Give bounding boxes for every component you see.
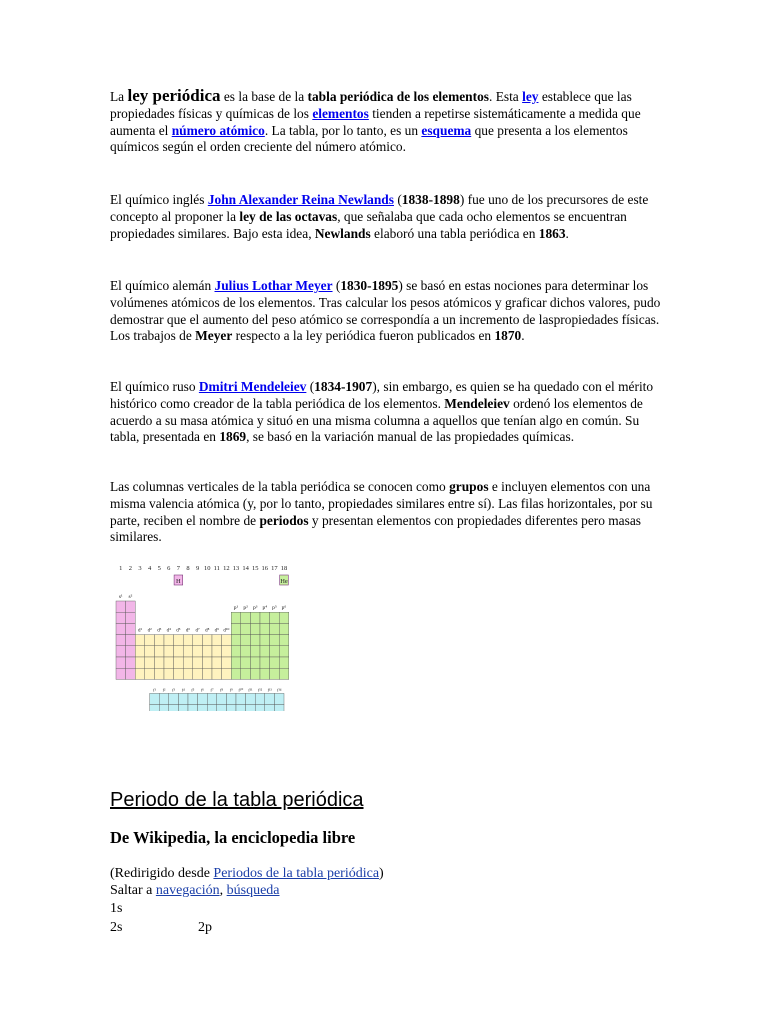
d-block-cell [183, 657, 193, 668]
group-number: 14 [242, 565, 249, 572]
f-label: f⁵ [191, 687, 195, 693]
year: 1863 [538, 225, 566, 241]
text: El químico alemán [110, 278, 215, 293]
link-elementos[interactable]: elementos [312, 105, 369, 121]
f-block-cell [178, 693, 188, 704]
d-label: d¹⁰ [223, 628, 230, 634]
p-block-cell [260, 635, 270, 646]
paragraph-grupos-periodos [110, 479, 662, 546]
group-number: 3 [138, 565, 142, 572]
p-block-cell [279, 635, 289, 646]
p-block-cell [260, 668, 270, 679]
p-block-cell [270, 635, 280, 646]
p-block-cell [250, 612, 260, 623]
p-block-cell [260, 646, 270, 657]
d-block-cell [154, 657, 164, 668]
p-block-cell [260, 612, 270, 623]
p-block-cell [250, 635, 260, 646]
f-label: f¹² [257, 687, 263, 693]
d-block-cell [145, 668, 155, 679]
d-block-cell [135, 668, 145, 679]
f-block-cell [217, 705, 227, 711]
f-block-cell [198, 705, 208, 711]
s-block-cell [126, 601, 136, 612]
d-block-cell [164, 646, 174, 657]
d-label: d² [147, 628, 152, 634]
periodic-table-image [112, 561, 292, 711]
text: respecto a la ley periódica fueron publicados en [232, 328, 495, 344]
d-block-cell [212, 635, 222, 646]
group-number: 17 [271, 565, 278, 572]
d-label: d⁷ [195, 628, 200, 634]
f-label: f⁴ [181, 687, 185, 693]
p-block-cell [241, 646, 251, 657]
s-block-cell [126, 657, 136, 668]
d-block-cell [202, 635, 212, 646]
d-block-cell [174, 668, 184, 679]
group-number: 7 [176, 565, 181, 572]
s-label: s¹ [118, 594, 123, 600]
d-block-cell [222, 646, 232, 657]
d-block-cell [212, 668, 222, 679]
group-number: 15 [251, 565, 259, 572]
text: ( [332, 278, 341, 293]
p-label: p⁶ [281, 605, 287, 612]
text: Saltar a [110, 883, 156, 898]
p-block-cell [241, 623, 251, 634]
p-label: p⁵ [272, 605, 277, 612]
f-label: f² [162, 687, 166, 693]
p-block-cell [250, 623, 260, 634]
d-block-cell [154, 635, 164, 646]
s-block-cell [126, 668, 136, 679]
s-block-cell [116, 601, 126, 612]
p-block-cell [250, 668, 260, 679]
text: , que señalaba que cada ocho elementos se encuentran propiedades similares. Bajo esta idea, [110, 208, 627, 241]
group-number: 2 [128, 565, 133, 572]
f-block-cell [274, 693, 284, 704]
link-esquema[interactable]: esquema [421, 122, 472, 138]
p-label: p² [243, 605, 248, 612]
symbol-he: He [280, 578, 288, 585]
f-block-cell [178, 705, 188, 711]
text: ( [306, 379, 315, 394]
d-block-cell [193, 657, 203, 668]
text: . [521, 328, 525, 344]
f-block-cell [207, 705, 217, 711]
paragraph-newlands [110, 192, 662, 242]
d-label: d⁵ [176, 628, 181, 634]
text: establece que las propiedades físicas y químicas de los [110, 89, 632, 121]
d-block-cell [135, 635, 145, 646]
group-number: 11 [213, 565, 220, 572]
d-block-cell [164, 657, 174, 668]
f-block-cell [150, 693, 160, 704]
s-block-cell [126, 612, 136, 623]
group-number: 1 [119, 565, 123, 572]
paragraph-meyer [110, 278, 662, 345]
p-block-cell [250, 646, 260, 657]
d-block-cell [222, 668, 232, 679]
text: (Redirigido desde [110, 866, 214, 881]
d-label: d¹ [138, 628, 142, 634]
f-block-cell [169, 705, 179, 711]
f-block-cell [226, 693, 236, 704]
d-block-cell [193, 635, 203, 646]
text: . La tabla, por lo tanto, es un [264, 122, 422, 138]
p-block-cell [279, 668, 289, 679]
orbital-2s: 2s [110, 920, 123, 935]
f-label: f⁹ [229, 687, 233, 693]
p-block-cell [279, 623, 289, 634]
f-block-cell [159, 705, 169, 711]
d-block-cell [212, 657, 222, 668]
p-block-cell [270, 657, 280, 668]
d-block-cell [145, 657, 155, 668]
years: 1830-1895 [340, 278, 399, 293]
link-mendeleiev[interactable]: Dmitri Mendeleiev [198, 379, 307, 394]
d-block-cell [174, 646, 184, 657]
d-block-cell [174, 635, 184, 646]
f-block-cell [207, 693, 217, 704]
f-block-cell [188, 693, 198, 704]
p-block-cell [270, 646, 280, 657]
text: es la base de la [220, 89, 308, 104]
p-block-cell [231, 646, 241, 657]
f-block-cell [236, 705, 246, 711]
section-subheading: De Wikipedia, la enciclopedia libre [110, 828, 356, 847]
group-number: 13 [232, 565, 240, 572]
text: ( [393, 192, 402, 207]
text: ), sin embargo, es quien se ha quedado con el mérito histórico como creador de la tabla periódica de los elementos. [110, 379, 654, 411]
link-newlands[interactable]: John Alexander Reina Newlands [207, 192, 394, 207]
group-number: 4 [147, 565, 152, 572]
p-block-cell [250, 657, 260, 668]
f-block-cell [274, 705, 284, 711]
d-block-cell [202, 646, 212, 657]
redirect-line [110, 865, 384, 882]
f-label: f¹⁰ [238, 687, 244, 693]
link-busqueda[interactable]: búsqueda [226, 883, 280, 898]
d-block-cell [183, 646, 193, 657]
years: 1834-1907 [314, 379, 373, 394]
s-block-cell [116, 612, 126, 623]
text: ordenó los elementos de acuerdo a su masa atómica y situó en una misma columna a aquellos que tenían algo en común. Su tabla, presentada en [110, 395, 643, 445]
text: , [219, 883, 227, 898]
f-label: f⁷ [210, 687, 214, 693]
p-block-cell [231, 623, 241, 634]
p-block-cell [260, 623, 270, 634]
f-block-cell [150, 705, 160, 711]
f-block-cell [246, 693, 256, 704]
s-block-cell [116, 668, 126, 679]
term-ley-periodica: ley periódica [127, 86, 221, 105]
f-block-cell [236, 693, 246, 704]
p-block-cell [241, 635, 251, 646]
p-block-cell [231, 612, 241, 623]
f-block-cell [246, 705, 256, 711]
d-block-cell [202, 657, 212, 668]
link-navegacion[interactable]: navegación [155, 883, 220, 898]
term-periodos: periodos [259, 512, 309, 528]
f-block-cell [169, 693, 179, 704]
text: que presenta a los elementos químicos según el orden creciente del número atómico. [110, 122, 628, 155]
text: Las columnas verticales de la tabla periódica se conocen como [110, 479, 450, 494]
text: El químico inglés [110, 192, 208, 207]
p-block-cell [270, 668, 280, 679]
d-block-cell [193, 646, 203, 657]
d-block-cell [222, 657, 232, 668]
d-block-cell [135, 657, 145, 668]
group-number: 10 [203, 565, 211, 572]
s-block-cell [116, 623, 126, 634]
d-block-cell [202, 668, 212, 679]
s-block-cell [116, 657, 126, 668]
f-label: f⁸ [220, 687, 224, 693]
year: 1869 [219, 429, 247, 445]
text: elaboró una tabla periódica en [370, 225, 539, 241]
paragraph-ley-periodica [110, 88, 662, 156]
p-block-cell [241, 612, 251, 623]
s-block-cell [126, 635, 136, 646]
f-block-cell [198, 693, 208, 704]
p-block-cell [231, 635, 241, 646]
p-label: p⁴ [262, 605, 268, 612]
group-number: 12 [223, 565, 230, 572]
f-label: f¹¹ [248, 687, 253, 693]
link-numero-atomico[interactable]: número atómico [171, 122, 265, 138]
p-block-cell [279, 612, 289, 623]
f-block-cell [265, 705, 275, 711]
text: y presentan elementos con propiedades diferentes pero masas similares. [110, 512, 641, 545]
term-ley-octavas: ley de las octavas [239, 208, 338, 224]
s-block-cell [116, 646, 126, 657]
paragraph-mendeleiev [110, 379, 662, 446]
f-block-cell [255, 693, 265, 704]
text: ) fue uno de los precursores de este concepto al proponer la [110, 192, 649, 224]
text: La [110, 89, 128, 104]
p-block-cell [279, 657, 289, 668]
text: e incluyen elementos con una misma valencia atómica (y, por lo tanto, propiedades similares entre sí). Las filas horizontales, por su parte, reciben el nombre de [110, 479, 653, 528]
f-block-cell [188, 705, 198, 711]
jump-line [110, 882, 280, 899]
d-block-cell [222, 635, 232, 646]
link-ley[interactable]: ley [522, 89, 539, 104]
p-block-cell [231, 657, 241, 668]
name-newlands: Newlands [314, 225, 371, 241]
d-block-cell [154, 668, 164, 679]
group-number: 8 [186, 565, 190, 572]
term-tabla-periodica: tabla periódica de los elementos [307, 89, 489, 104]
f-block-cell [255, 705, 265, 711]
d-label: d³ [157, 628, 162, 634]
group-number: 6 [167, 565, 171, 572]
f-label: f³ [172, 687, 176, 693]
s-block-cell [116, 635, 126, 646]
d-block-cell [145, 646, 155, 657]
name-mendeleiev: Mendeleiev [444, 395, 510, 411]
link-meyer[interactable]: Julius Lothar Meyer [214, 278, 333, 293]
text: tienden a repetirse sistemáticamente a medida que aumenta el [110, 105, 641, 138]
orbital-2p: 2p [198, 920, 212, 935]
orbital-1s: 1s [110, 901, 123, 916]
d-block-cell [174, 657, 184, 668]
f-block-cell [265, 693, 275, 704]
f-block-cell [226, 705, 236, 711]
d-label: d⁶ [185, 628, 191, 634]
s-label: s² [128, 594, 133, 600]
text: . Esta [489, 89, 523, 104]
symbol-h: H [176, 578, 181, 585]
p-block-cell [241, 668, 251, 679]
group-number: 16 [261, 565, 269, 572]
group-number: 9 [195, 565, 200, 572]
f-label: f¹³ [267, 687, 272, 693]
year: 1870 [494, 328, 522, 344]
p-block-cell [241, 657, 251, 668]
d-label: d⁹ [214, 628, 219, 634]
d-block-cell [154, 646, 164, 657]
d-block-cell [212, 646, 222, 657]
years: 1838-1898 [401, 192, 460, 207]
f-label: f⁶ [200, 687, 204, 693]
group-number: 5 [157, 565, 161, 572]
d-block-cell [145, 635, 155, 646]
d-label: d⁸ [205, 628, 210, 634]
d-block-cell [193, 668, 203, 679]
d-block-cell [135, 646, 145, 657]
text: El químico ruso [110, 379, 199, 394]
name-meyer: Meyer [195, 328, 233, 344]
link-periodos[interactable]: Periodos de la tabla periódica [213, 866, 380, 881]
text: . [565, 225, 569, 241]
d-block-cell [183, 668, 193, 679]
f-block-cell [217, 693, 227, 704]
p-label: p¹ [233, 605, 239, 612]
d-label: d⁴ [166, 628, 171, 634]
f-label: f¹ [152, 687, 156, 693]
text: , se basó en la variación manual de las propiedades químicas. [246, 429, 575, 445]
group-number: 18 [280, 565, 288, 572]
p-block-cell [270, 612, 280, 623]
text: ) [379, 866, 384, 881]
term-grupos: grupos [449, 479, 489, 494]
p-block-cell [260, 657, 270, 668]
p-label: p³ [252, 605, 258, 612]
d-block-cell [164, 668, 174, 679]
text: ) se basó en estas nociones para determinar los volúmenes atómicos de los elementos. Tras calcular los pesos atómicos y graficar dichos valores, pudo demostrar que el aumento del peso atómico se correspondía a un incremento de laspropiedades físicas. Los trabajos de [110, 278, 661, 344]
f-block-cell [159, 693, 169, 704]
d-block-cell [183, 635, 193, 646]
periodic-table-diagram [112, 561, 292, 711]
section-heading: Periodo de la tabla periódica [110, 789, 364, 811]
s-block-cell [126, 646, 136, 657]
p-block-cell [279, 646, 289, 657]
s-block-cell [126, 623, 136, 634]
p-block-cell [270, 623, 280, 634]
p-block-cell [231, 668, 241, 679]
f-label: f¹⁴ [276, 687, 282, 693]
d-block-cell [164, 635, 174, 646]
